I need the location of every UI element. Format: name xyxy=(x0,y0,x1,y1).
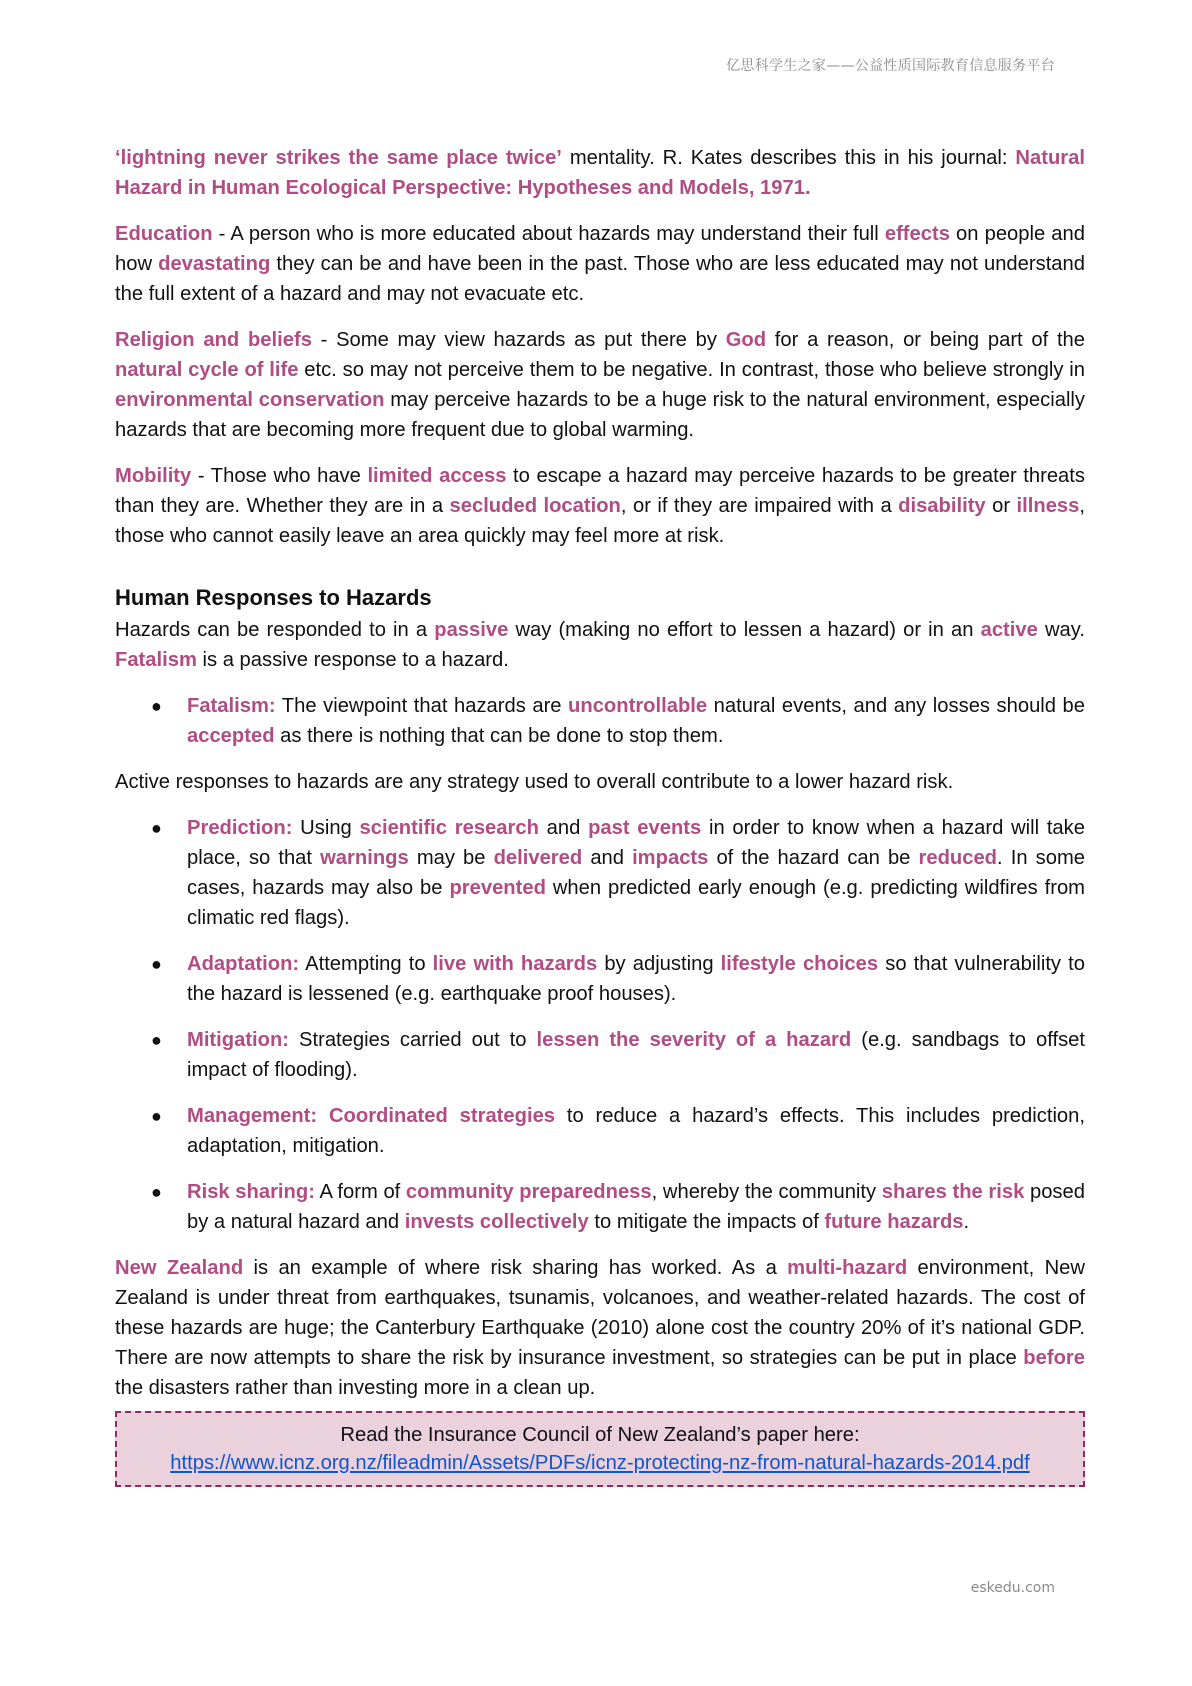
text-segment: Using xyxy=(292,817,360,839)
text-segment: to escape a hazard may perceive hazards to be greater threats than they are. Whether they are in a xyxy=(115,465,1085,517)
highlight-term: Fatalism xyxy=(115,649,197,671)
text-segment: The viewpoint that hazards are xyxy=(275,695,569,717)
text-segment: way (making no effort to lessen a hazard) or in an xyxy=(508,619,981,641)
text-segment: may be xyxy=(408,847,494,869)
text-segment: natural events, and any losses should be xyxy=(707,695,1086,717)
list-item-mitigation xyxy=(115,1025,1085,1085)
list-item-risk-sharing xyxy=(115,1177,1085,1237)
text-segment: on people and how xyxy=(115,223,1085,275)
highlight-term: God xyxy=(725,329,767,351)
text-segment xyxy=(317,1105,329,1127)
new-zealand-paragraph xyxy=(115,1253,1085,1403)
highlight-term: environmental conservation xyxy=(115,389,385,411)
text-segment: mentality. R. Kates describes this in his journal: xyxy=(561,147,1016,169)
document-body xyxy=(115,143,1085,1487)
active-intro-paragraph: Active responses to hazards are any strategy used to overall contribute to a lower hazard risk. xyxy=(115,771,954,793)
text-segment: . In some cases, hazards may also be xyxy=(187,847,1085,899)
text-segment: Hazards can be responded to in a xyxy=(115,619,435,641)
highlight-term: New Zealand xyxy=(115,1257,244,1279)
highlight-journal: Natural Hazard in Human Ecological Perspective: Hypotheses and Models, 1971. xyxy=(115,147,1085,199)
text-segment: of the hazard can be xyxy=(708,847,919,869)
text-segment: A form of xyxy=(314,1181,406,1203)
text-segment: etc. so may not perceive them to be negative. In contrast, those who believe strongly in xyxy=(298,359,1085,381)
intro-paragraph xyxy=(115,143,1085,203)
highlight-term: shares the risk xyxy=(881,1181,1025,1203)
bullet-dot: ● xyxy=(151,818,162,838)
highlight-term: devastating xyxy=(158,253,271,275)
term-mitigation: Mitigation: xyxy=(187,1029,290,1051)
highlight-term: passive xyxy=(434,619,509,641)
term-risk-sharing: Risk sharing: xyxy=(187,1181,315,1203)
highlight-term: effects xyxy=(884,223,950,245)
text-segment: in order to know when a hazard will take place, so that xyxy=(187,817,1085,869)
term-education: Education xyxy=(115,223,213,245)
highlight-term: past events xyxy=(588,817,702,839)
text-segment: as there is nothing that can be done to stop them. xyxy=(274,725,724,747)
highlight-term: delivered xyxy=(493,847,583,869)
highlight-term: uncontrollable xyxy=(568,695,708,717)
text-segment: . xyxy=(963,1211,970,1233)
text-segment: they can be and have been in the past. Those who are less educated may not understand the full extent of a hazard and may not evacuate etc. xyxy=(115,253,1085,305)
text-segment: to reduce a hazard’s effects. This includes prediction, adaptation, mitigation. xyxy=(187,1105,1085,1157)
highlight-term: impacts xyxy=(632,847,709,869)
text-segment: , those who cannot easily leave an area quickly may feel more at risk. xyxy=(115,495,1085,547)
text-segment: - A person who is more educated about hazards may understand their full xyxy=(212,223,885,245)
text-segment: Attempting to xyxy=(299,953,433,975)
highlight-term: scientific research xyxy=(359,817,539,839)
highlight-term: disability xyxy=(898,495,986,517)
text-segment: , whereby the community xyxy=(651,1181,882,1203)
text-segment: is an example of where risk sharing has worked. As a xyxy=(243,1257,788,1279)
highlight-term: reduced xyxy=(918,847,998,869)
text-segment: Strategies carried out to xyxy=(289,1029,537,1051)
text-segment: the disasters rather than investing more in a clean up. xyxy=(115,1377,596,1399)
responses-paragraph xyxy=(115,615,1085,675)
bullet-dot: ● xyxy=(151,1182,162,1202)
list-item-management xyxy=(115,1101,1085,1161)
mobility-paragraph xyxy=(115,461,1085,551)
text-segment: way. xyxy=(1037,619,1085,641)
highlight-term: prevented xyxy=(449,877,546,899)
text-segment: is a passive response to a hazard. xyxy=(196,649,509,671)
highlight-term: live with hazards xyxy=(432,953,598,975)
text-segment: and xyxy=(538,817,589,839)
highlight-term: limited access xyxy=(367,465,507,487)
text-segment: by adjusting xyxy=(597,953,721,975)
highlight-quote: ‘lightning never strikes the same place twice’ xyxy=(115,147,562,169)
education-paragraph xyxy=(115,219,1085,309)
text-segment: for a reason, or being part of the xyxy=(766,329,1086,351)
list-item-prediction xyxy=(115,813,1085,933)
highlight-term: illness xyxy=(1016,495,1080,517)
highlight-term: secluded location xyxy=(449,495,621,517)
header-site-title: 亿思科学生之家——公益性质国际教育信息服务平台 xyxy=(726,58,1055,74)
text-segment: posed by a natural hazard and xyxy=(187,1181,1085,1233)
highlight-term: community preparedness xyxy=(405,1181,652,1203)
text-segment: environment, New Zealand is under threat from earthquakes, tsunamis, volcanoes, and weather-related hazards. The cost of these hazards are huge; the Canterbury Earthquake (2010) alone cost the country 20% of it’s national GDP. There are now attempts to share the risk by insurance investment, so strategies can be put in place xyxy=(115,1257,1085,1369)
footer-site: eskedu.com xyxy=(970,1580,1055,1596)
highlight-term: accepted xyxy=(187,725,275,747)
term-religion: Religion and beliefs xyxy=(115,329,312,351)
highlight-term: invests collectively xyxy=(404,1211,589,1233)
text-segment: or xyxy=(985,495,1017,517)
bullet-dot: ● xyxy=(151,696,162,716)
highlight-term: multi-hazard xyxy=(787,1257,908,1279)
icnz-paper-link[interactable]: https://www.icnz.org.nz/fileadmin/Assets/PDFs/icnz-protecting-nz-from-natural-hazards-2014.pdf xyxy=(170,1452,1030,1474)
highlight-term: active xyxy=(980,619,1038,641)
term-adaptation: Adaptation: xyxy=(187,953,300,975)
religion-paragraph xyxy=(115,325,1085,445)
list-item-adaptation xyxy=(115,949,1085,1009)
term-fatalism: Fatalism: xyxy=(187,695,276,717)
text-segment: - Those who have xyxy=(191,465,368,487)
term-management: Management: xyxy=(187,1105,318,1127)
icnz-callout-box xyxy=(115,1411,1085,1487)
highlight-term: lessen the severity of a hazard xyxy=(536,1029,852,1051)
callout-text: Read the Insurance Council of New Zealand’s paper here: xyxy=(340,1424,860,1446)
text-segment: so that vulnerability to the hazard is lessened (e.g. earthquake proof houses). xyxy=(187,953,1085,1005)
section-heading-human-responses: Human Responses to Hazards xyxy=(115,585,432,610)
term-mobility: Mobility xyxy=(115,465,192,487)
text-segment: and xyxy=(582,847,633,869)
text-segment: - Some may view hazards as put there by xyxy=(311,329,726,351)
bullet-dot: ● xyxy=(151,1106,162,1126)
list-item-fatalism xyxy=(115,691,1085,751)
text-segment: may perceive hazards to be a huge risk to the natural environment, especially hazards that are becoming more frequent due to global warming. xyxy=(115,389,1086,441)
bullet-dot: ● xyxy=(151,954,162,974)
text-segment: , or if they are impaired with a xyxy=(620,495,899,517)
active-responses-list xyxy=(115,813,1085,1237)
text-segment: when predicted early enough (e.g. predicting wildfires from climatic red flags). xyxy=(187,877,1085,929)
bullet-dot: ● xyxy=(151,1030,162,1050)
highlight-term: Coordinated strategies xyxy=(328,1105,556,1127)
highlight-term: before xyxy=(1023,1347,1085,1369)
highlight-term: natural cycle of life xyxy=(115,359,299,381)
highlight-term: warnings xyxy=(320,847,409,869)
text-segment: to mitigate the impacts of xyxy=(588,1211,825,1233)
term-prediction: Prediction: xyxy=(187,817,293,839)
text-segment: (e.g. sandbags to offset impact of flooding). xyxy=(187,1029,1085,1081)
passive-responses-list xyxy=(115,691,1085,751)
highlight-term: lifestyle choices xyxy=(720,953,879,975)
highlight-term: future hazards xyxy=(824,1211,964,1233)
